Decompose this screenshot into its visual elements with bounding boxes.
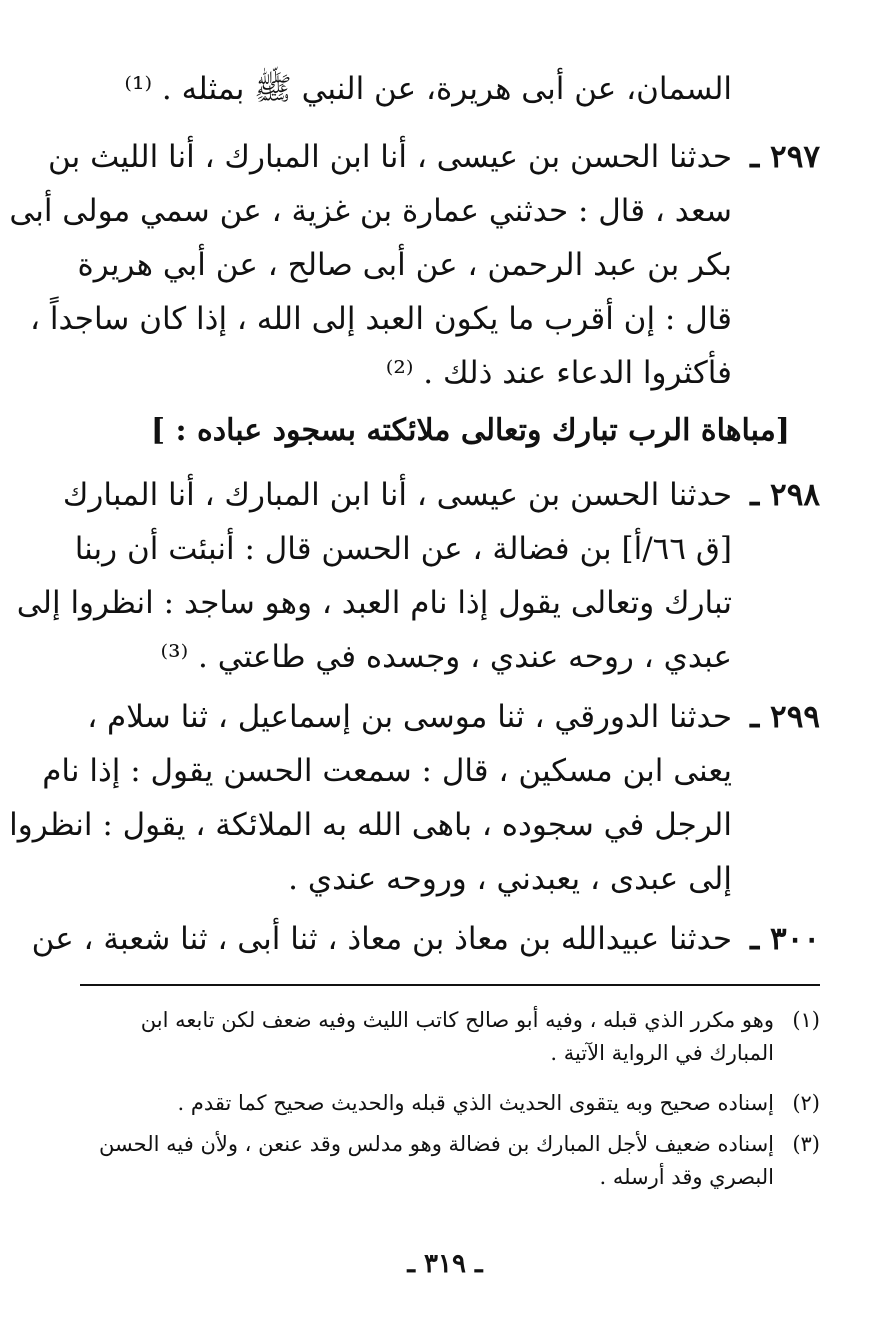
hadith-300-line-1: حدثنا عبيدالله بن معاذ بن معاذ ، ثنا أبى ، ثنا شعبة ، عن — [31, 921, 732, 957]
footnote-3 — [80, 1128, 820, 1194]
hadith-299-line-4: إلى عبدى ، يعبدني ، وروحه عندي . — [288, 861, 732, 897]
hadith-298-line-3: تبارك وتعالى يقول إذا نام العبد ، وهو ساجد : انظروا إلى — [16, 585, 732, 621]
footnote-2 — [80, 1087, 820, 1120]
hadith-299-line-1: حدثنا الدورقي ، ثنا موسى بن إسماعيل ، ثنا سلام ، — [87, 699, 732, 735]
hadith-298-line-4: عبدي ، روحه عندي ، وجسده في طاعتي . ⁽³⁾ — [160, 639, 732, 675]
footnote-1-text-1: وهو مكرر الذي قبله ، وفيه أبو صالح كاتب الليث وفيه ضعف لكن تابعه ابن — [140, 1008, 774, 1032]
footnote-2-number: (٢) — [792, 1091, 820, 1115]
hadith-297-line-1: حدثنا الحسن بن عيسى ، أنا ابن المبارك ، أنا الليث بن — [47, 139, 732, 175]
hadith-299-line-3: الرجل في سجوده ، باهى الله به الملائكة ، يقول : انظروا — [9, 807, 732, 843]
footnote-separator — [80, 984, 820, 986]
footnote-3-text-2: البصري وقد أرسله . — [599, 1165, 774, 1189]
hadith-297-line-4: قال : إن أقرب ما يكون العبد إلى الله ، إذا كان ساجداً ، — [30, 301, 732, 337]
hadith-297-line-3: بكر بن عبد الرحمن ، عن أبى صالح ، عن أبي هريرة — [77, 247, 732, 283]
hadith-299-line-2: يعنى ابن مسكين ، قال : سمعت الحسن يقول : إذا نام — [42, 753, 732, 789]
footnote-3-number: (٣) — [792, 1132, 820, 1156]
hadith-297-line-2: سعد ، قال : حدثني عمارة بن غزية ، عن سمي مولى أبى — [9, 193, 732, 229]
footnote-1-text-2: المبارك في الرواية الآتية . — [550, 1041, 774, 1065]
continuation-line: السمان، عن أبى هريرة، عن النبي ﷺ بمثله . ⁽¹⁾ — [124, 71, 732, 107]
page-number: ـ ٣١٩ ـ — [407, 1249, 483, 1279]
footnote-1-number: (١) — [792, 1008, 820, 1032]
hadith-number-298: ٢٩٨ ـ — [750, 477, 820, 513]
footnote-1-line-1 — [80, 1004, 820, 1037]
section-heading: [مباهاة الرب تبارك وتعالى ملائكته بسجود عباده : ] — [150, 413, 790, 448]
hadith-298-line-2: [ق ٦٦/أ] بن فضالة ، عن الحسن قال : أنبئت أن ربنا — [74, 531, 732, 567]
footnote-1 — [80, 1004, 820, 1070]
footnote-3-line-1 — [80, 1128, 820, 1161]
footnote-2-line-1 — [80, 1087, 820, 1120]
hadith-number-297: ٢٩٧ ـ — [750, 139, 820, 175]
hadith-297-line-5: فأكثروا الدعاء عند ذلك . ⁽²⁾ — [385, 355, 732, 391]
footnote-3-text-1: إسناده ضعيف لأجل المبارك بن فضالة وهو مدلس وقد عنعن ، ولأن فيه الحسن — [98, 1132, 774, 1156]
hadith-number-299: ٢٩٩ ـ — [750, 699, 820, 735]
footnote-2-text-1: إسناده صحيح وبه يتقوى الحديث الذي قبله والحديث صحيح كما تقدم . — [177, 1091, 774, 1115]
hadith-number-300: ٣٠٠ ـ — [750, 921, 820, 957]
hadith-298-line-1: حدثنا الحسن بن عيسى ، أنا ابن المبارك ، أنا المبارك — [62, 477, 732, 513]
